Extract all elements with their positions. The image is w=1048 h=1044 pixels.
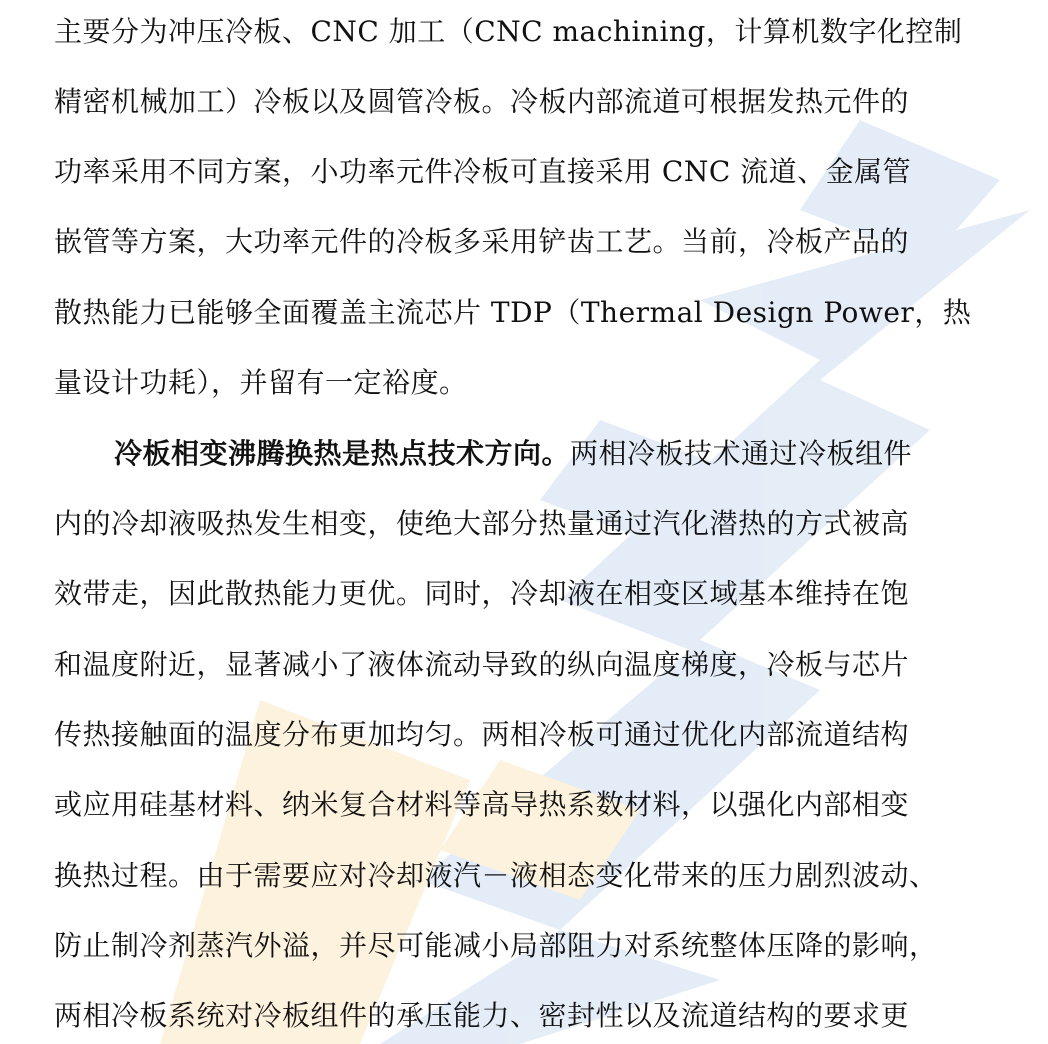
paragraph1-line-5: 散热能力已能够全面覆盖主流芯片 TDP（Thermal Design Power，热 [54, 296, 972, 329]
paragraph2-line-8: 防止制冷剂蒸汽外溢，并尽可能减小局部阻力对系统整体压降的影响， [54, 929, 938, 962]
paragraph2-line-7: 换热过程。由于需要应对冷却液汽－液相态变化带来的压力剧烈波动、 [54, 859, 938, 892]
paragraph2-line-1-rest: 两相冷板技术通过冷板组件 [570, 437, 913, 470]
paragraph1-line-4: 嵌管等方案，大功率元件的冷板多采用铲齿工艺。当前，冷板产品的 [54, 225, 910, 258]
paragraph1-line-2: 精密机械加工）冷板以及圆管冷板。冷板内部流道可根据发热元件的 [54, 85, 910, 118]
paragraph2-line-6: 或应用硅基材料、纳米复合材料等高导热系数材料，以强化内部相变 [54, 788, 910, 821]
paragraph2-line-9: 两相冷板系统对冷板组件的承压能力、密封性以及流道结构的要求更 [54, 999, 910, 1032]
paragraph2-line-1 [114, 432, 994, 476]
paragraph2-line-5: 传热接触面的温度分布更加均匀。两相冷板可通过优化内部流道结构 [54, 718, 910, 751]
paragraph1-line-6: 量设计功耗），并留有一定裕度。 [54, 366, 468, 399]
paragraph2-line-4: 和温度附近，显著减小了液体流动导致的纵向温度梯度，冷板与芯片 [54, 648, 910, 681]
paragraph1-line-3: 功率采用不同方案，小功率元件冷板可直接采用 CNC 流道、金属管 [54, 155, 912, 188]
paragraph1-line-1: 主要分为冲压冷板、CNC 加工（CNC machining，计算机数字化控制 [54, 15, 963, 48]
paragraph2-line-2: 内的冷却液吸热发生相变，使绝大部分热量通过汽化潜热的方式被高 [54, 507, 910, 540]
paragraph2-lead-heading: 冷板相变沸腾换热是热点技术方向。 [114, 437, 571, 470]
paragraph2-line-3: 效带走，因此散热能力更优。同时，冷却液在相变区域基本维持在饱 [54, 577, 910, 610]
